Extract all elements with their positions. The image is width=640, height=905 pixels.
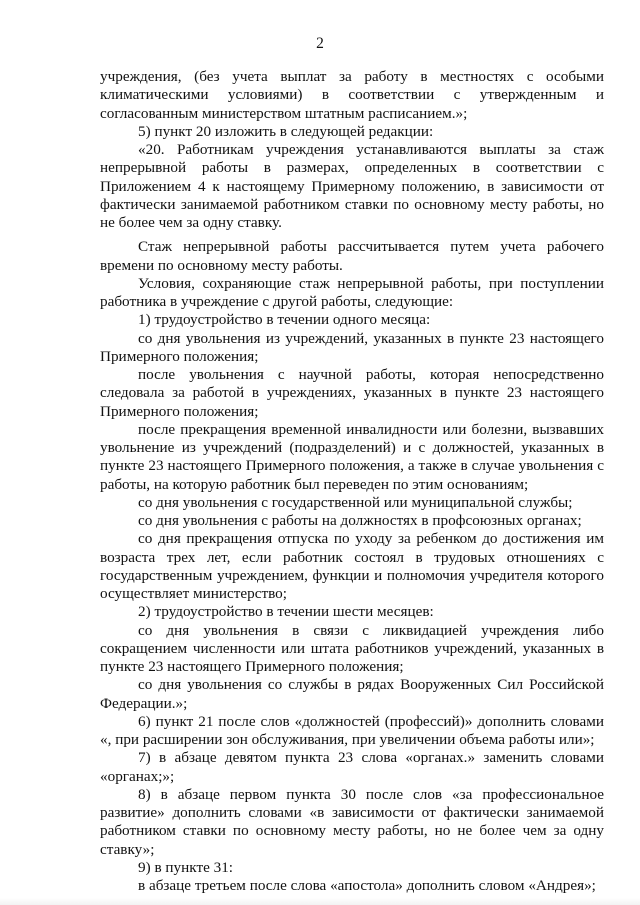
- page-bottom-edge: [0, 898, 640, 905]
- paragraph-condition-1d: со дня увольнения с государственной или муниципальной службы;: [138, 493, 573, 511]
- paragraph-item-9: 9) в пункте 31:: [138, 858, 234, 876]
- paragraph-condition-2a: со дня увольнения в связи с ликвидацией учреждения либо сокращением численности или штата работников учреждений, указанных в пункте 23 настоящего Примерного положения;: [100, 621, 604, 675]
- paragraph-item-8: 8) в абзаце первом пункта 30 после слов «за профессиональное развитие» дополнить словами «в зависимости от фактически занимаемой работником ставки по основному месту работы, но не более чем за одну ставку»;: [100, 785, 604, 858]
- paragraph-conditions: Условия, сохраняющие стаж непрерывной работы, при поступлении работника в учреждение с другой работы, следующие:: [100, 274, 604, 310]
- page-number: 2: [316, 35, 324, 52]
- paragraph-point-20: «20. Работникам учреждения устанавливаются выплаты за стаж непрерывной работы в размерах, определенных в соответствии с Приложением 4 к настоящему Примерному положению, в зависимости от фактически занимаемой работником ставки по основному месту работы, но не более чем за одну ставку.: [100, 141, 604, 231]
- paragraph-item-9a: в абзаце третьем после слова «апостола» дополнить словом «Андрея»;: [138, 877, 596, 894]
- paragraph-condition-2b: со дня увольнения со службы в рядах Вооруженных Сил Российской Федерации.»;: [100, 676, 604, 712]
- paragraph-item-7: 7) в абзаце девятом пункта 23 слова «органах.» заменить словами «органах;»;: [100, 749, 604, 785]
- paragraph-condition-1b: после увольнения с научной работы, которая непосредственно следовала за работой в учреждениях, указанных в пункте 23 настоящего Примерного положения;: [100, 366, 604, 420]
- paragraph-condition-1a: со дня увольнения из учреждений, указанных в пункте 23 настоящего Примерного положения;: [100, 329, 604, 365]
- paragraph-item-6: 6) пункт 21 после слов «должностей (профессий)» дополнить словами «, при расширении зон обслуживания, при увеличении объема работы или»;: [100, 712, 604, 748]
- paragraph-condition-1: 1) трудоустройство в течении одного месяца:: [138, 311, 431, 329]
- paragraph-condition-1f: со дня прекращения отпуска по уходу за ребенком до достижения им возраста трех лет, если работник состоял в трудовых отношениях с государственным учреждением, функции и полномочия учредителя которого осуществляет министерство;: [100, 530, 604, 602]
- paragraph-condition-1e: со дня увольнения с работы на должностях в профсоюзных органах;: [138, 512, 582, 529]
- document-body: [100, 68, 604, 895]
- paragraph-stazh: Стаж непрерывной работы рассчитывается путем учета рабочего времени по основному месту работы.: [100, 238, 604, 274]
- paragraph-condition-2: 2) трудоустройство в течении шести месяцев:: [138, 603, 434, 621]
- paragraph-condition-1c: после прекращения временной инвалидности или болезни, вызвавших увольнение из учреждений (подразделений) и с должностей, указанных в пункте 23 настоящего Примерного положения, а также в случае увольнения с работы, на которую работник был переведен по этим основаниям;: [100, 420, 604, 493]
- paragraph-item-5: 5) пункт 20 изложить в следующей редакции:: [138, 122, 434, 140]
- paragraph-continuation: учреждения, (без учета выплат за работу в местностях с особыми климатическими условиями) в соответствии с утвержденным и согласованным министерством штатным расписанием.»;: [100, 68, 604, 122]
